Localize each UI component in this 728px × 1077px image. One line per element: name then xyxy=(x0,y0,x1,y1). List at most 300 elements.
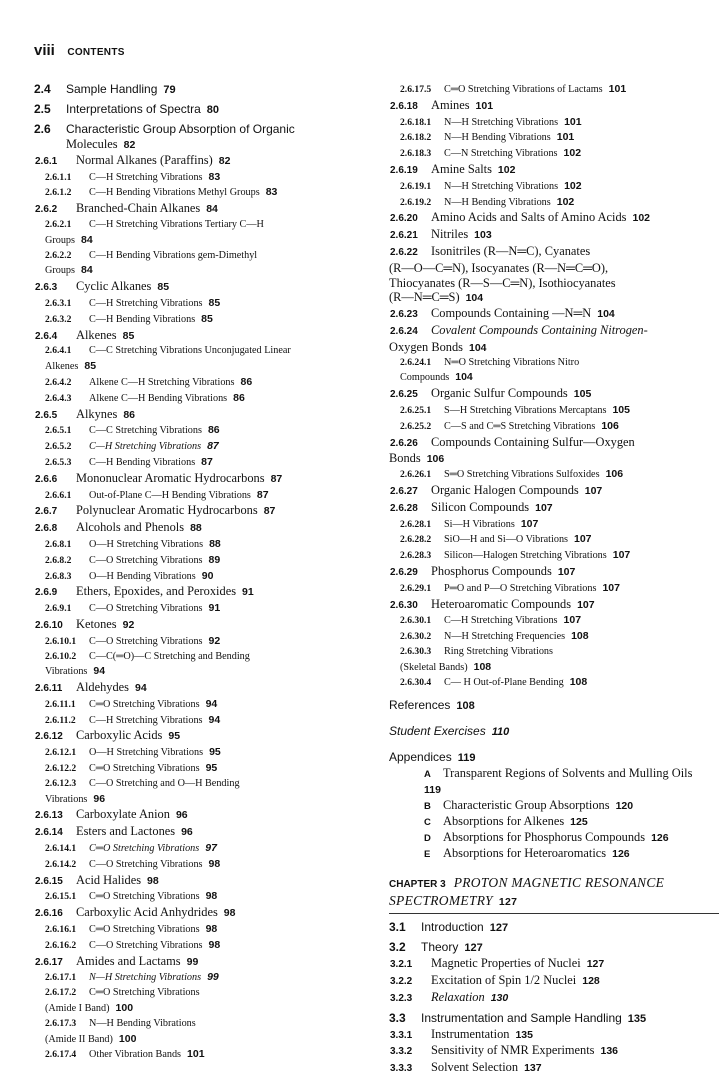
toc-entry-title: N—H Stretching Vibrations xyxy=(444,180,559,192)
toc-entry-page: 126 xyxy=(612,848,630,861)
appendix-list xyxy=(389,766,719,862)
toc-entry-title: S═O Stretching Vibrations Sulfoxides xyxy=(444,469,600,481)
toc-entry[interactable] xyxy=(389,356,719,371)
section-number: 2.6.30.3 xyxy=(400,645,432,657)
toc-entry-title: Silicon—Halogen Stretching Vibrations xyxy=(444,550,607,562)
toc-entry-page: 98 xyxy=(223,907,236,920)
toc-entry[interactable] xyxy=(389,227,719,244)
toc-entry-title: Interpretations of Spectra xyxy=(66,102,201,116)
toc-entry-title: Ethers, Epoxides, and Peroxides xyxy=(76,584,237,599)
toc-entry[interactable] xyxy=(34,1047,390,1063)
toc-entry-page: 108 xyxy=(456,700,475,713)
section-number: 2.6.11.1 xyxy=(45,698,76,710)
toc-entry[interactable] xyxy=(34,922,390,938)
section-number: 2.6.16.1 xyxy=(45,924,77,936)
toc-entry[interactable] xyxy=(34,938,390,954)
toc-entry-continuation[interactable] xyxy=(34,664,390,680)
toc-entry-page: 101 xyxy=(556,131,575,144)
toc-entry[interactable] xyxy=(389,435,719,452)
toc-entry-title: Alkene C—H Stretching Vibrations xyxy=(89,376,235,388)
toc-entry[interactable] xyxy=(34,553,390,569)
toc-entry[interactable] xyxy=(34,170,390,186)
toc-entry-page: 82 xyxy=(218,154,231,167)
toc-entry-title: Isonitriles (R—N═C), Cyanates xyxy=(431,243,591,258)
toc-entry[interactable] xyxy=(389,548,719,564)
section-number: 3.2.2 xyxy=(390,976,413,988)
toc-entry[interactable] xyxy=(34,617,390,634)
toc-entry-page: 106 xyxy=(601,419,619,432)
toc-entry-title: Compounds Containing —N═N xyxy=(431,306,592,321)
toc-entry-title: C—H Bending Vibrations gem-Dimethyl xyxy=(89,249,258,261)
toc-entry-page: 95 xyxy=(205,762,218,775)
toc-entry[interactable] xyxy=(34,601,390,617)
toc-entry[interactable] xyxy=(389,564,719,581)
toc-entry-title: Phosphorus Compounds xyxy=(431,563,552,578)
toc-entry[interactable] xyxy=(34,249,390,264)
toc-entry[interactable] xyxy=(34,102,390,118)
toc-entry-title: (R—O—C═N), Isocyanates (R—N═C═O), xyxy=(389,260,609,275)
toc-entry[interactable] xyxy=(34,857,390,873)
toc-entry-title: Absorptions for Alkenes xyxy=(443,814,565,829)
toc-entry-page: 101 xyxy=(608,83,627,95)
toc-entry-title: Vibrations xyxy=(45,666,88,678)
toc-entry-continuation[interactable] xyxy=(34,1032,390,1048)
toc-entry-page: 119 xyxy=(424,784,441,797)
section-number: 2.6.27 xyxy=(390,485,418,497)
toc-entry-title: Organic Sulfur Compounds xyxy=(431,386,568,401)
section-number: 2.6.11 xyxy=(35,683,63,695)
section-number: 2.6.26.1 xyxy=(400,469,432,481)
toc-entry[interactable] xyxy=(389,98,719,115)
toc-entry-continuation[interactable] xyxy=(389,340,719,356)
toc-entry-title: N—H Bending Vibrations xyxy=(444,196,551,208)
toc-entry-page: 88 xyxy=(190,522,202,535)
section-number: 2.6.10 xyxy=(35,619,63,631)
toc-entry[interactable] xyxy=(34,328,390,345)
toc-entry-page: 128 xyxy=(582,975,600,988)
section-number: 2.6.12.1 xyxy=(45,747,77,759)
toc-entry[interactable] xyxy=(389,115,719,131)
toc-entry-title: Acid Halides xyxy=(76,872,142,887)
toc-entry-page: 84 xyxy=(81,233,93,246)
appendix-entry[interactable] xyxy=(389,830,719,846)
toc-entry[interactable] xyxy=(389,386,719,403)
toc-entry[interactable] xyxy=(34,713,390,729)
section-number: 2.6.6.1 xyxy=(45,489,72,501)
toc-entry-continuation[interactable] xyxy=(34,1001,390,1017)
toc-entry[interactable] xyxy=(389,1011,719,1027)
section-number: 2.6.17.2 xyxy=(45,987,77,999)
toc-entry-page: 135 xyxy=(627,1012,647,1025)
section-number: 2.6.8.1 xyxy=(45,538,72,550)
toc-entry[interactable] xyxy=(389,162,719,179)
toc-entry[interactable] xyxy=(389,467,719,483)
toc-entry-title: Si—H Vibrations xyxy=(444,518,515,530)
toc-entry[interactable] xyxy=(34,471,390,488)
toc-entry[interactable] xyxy=(34,970,390,986)
section-number: 3.3 xyxy=(389,1010,406,1025)
toc-entry-title: Instrumentation xyxy=(431,1026,510,1041)
toc-entry-title: Amino Acids and Salts of Amino Acids xyxy=(431,210,627,225)
toc-entry[interactable] xyxy=(34,201,390,218)
toc-entry-page: 106 xyxy=(605,468,624,481)
toc-entry-title: (R—N═C═S) xyxy=(389,290,460,305)
toc-entry-title: Ketones xyxy=(76,616,117,631)
section-number: 2.6.18.3 xyxy=(400,148,432,160)
toc-entry[interactable] xyxy=(389,179,719,195)
toc-entry[interactable] xyxy=(34,455,390,471)
section-number: 2.6.4.3 xyxy=(45,392,72,404)
toc-entry[interactable] xyxy=(389,210,719,227)
section-number: 2.6.16 xyxy=(35,908,63,920)
toc-entry-page: 99 xyxy=(186,955,199,968)
toc-entry[interactable] xyxy=(34,954,390,971)
toc-entry-title: Sensitivity of NMR Experiments xyxy=(431,1043,595,1058)
toc-entry[interactable] xyxy=(34,584,390,601)
section-number: 2.6.15 xyxy=(35,875,63,887)
toc-entry-title: Theory xyxy=(421,940,459,955)
toc-entry-title: Instrumentation and Sample Handling xyxy=(421,1010,622,1025)
toc-entry[interactable] xyxy=(389,613,719,629)
toc-entry[interactable] xyxy=(34,680,390,697)
toc-entry-continuation[interactable] xyxy=(34,137,390,153)
section-number: 2.6.26 xyxy=(390,437,418,449)
page-header xyxy=(34,42,125,60)
toc-entry-page: 108 xyxy=(571,630,589,643)
toc-entry-title: Compounds xyxy=(400,372,450,384)
toc-entry-title: C—S and C═S Stretching Vibrations xyxy=(444,420,596,432)
toc-entry-page: 88 xyxy=(209,537,221,550)
toc-entry-page: 108 xyxy=(473,660,492,673)
toc-entry-page: 104 xyxy=(465,292,484,305)
toc-entry[interactable] xyxy=(34,697,390,713)
toc-entry-page: 92 xyxy=(208,634,221,647)
toc-entry[interactable] xyxy=(34,407,390,424)
section-number: 2.4 xyxy=(34,82,51,96)
toc-entry[interactable] xyxy=(34,279,390,296)
section-number: 3.3.2 xyxy=(390,1046,413,1058)
toc-entry-title: C—H Stretching Vibrations xyxy=(444,615,558,627)
toc-entry-title: Heteroaromatic Compounds xyxy=(431,596,572,611)
toc-entry[interactable] xyxy=(389,1027,719,1044)
toc-entry-title: O—H Stretching Vibrations xyxy=(89,747,204,759)
toc-entry-page: 125 xyxy=(570,816,588,829)
section-number: 2.6.28.3 xyxy=(400,550,432,562)
toc-entry-page: 82 xyxy=(123,139,136,151)
toc-entry-page: 85 xyxy=(208,296,221,309)
section-number: 2.6.22 xyxy=(390,246,418,258)
toc-entry-title: C—H Stretching Vibrations xyxy=(89,441,202,453)
toc-entry[interactable] xyxy=(389,675,719,691)
toc-entry-page: 85 xyxy=(201,312,213,325)
toc-entry[interactable] xyxy=(34,1017,390,1032)
toc-entry[interactable] xyxy=(389,306,719,323)
toc-entry[interactable] xyxy=(389,1043,719,1060)
toc-entry[interactable] xyxy=(34,873,390,890)
toc-entry[interactable] xyxy=(389,645,719,660)
toc-entry-continuation[interactable] xyxy=(389,660,719,676)
toc-entry-page: 98 xyxy=(208,857,221,870)
toc-entry[interactable] xyxy=(34,82,390,98)
toc-entry-title: Silicon Compounds xyxy=(431,499,530,514)
chapter-3-entries xyxy=(389,920,719,1077)
toc-entry[interactable] xyxy=(34,375,390,391)
toc-entry[interactable] xyxy=(389,629,719,645)
toc-entry-title: O—H Stretching Vibrations xyxy=(89,538,204,550)
toc-entry-page: 107 xyxy=(612,549,631,562)
toc-entry[interactable] xyxy=(389,244,719,261)
toc-entry-page: 86 xyxy=(240,375,253,388)
section-number: 2.6.1.2 xyxy=(45,187,72,199)
toc-entry-continuation[interactable] xyxy=(389,451,719,467)
toc-entry-page: 135 xyxy=(515,1028,533,1041)
toc-entry[interactable] xyxy=(34,986,390,1001)
toc-entry[interactable] xyxy=(389,403,719,419)
appendix-entry[interactable] xyxy=(389,782,719,798)
toc-entry-page: 83 xyxy=(208,170,221,183)
section-number: 2.6.4 xyxy=(35,330,58,342)
toc-entry[interactable] xyxy=(34,344,390,359)
section-number: 2.6.12.3 xyxy=(45,777,77,789)
section-number: 3.3.3 xyxy=(390,1063,413,1075)
toc-entry[interactable] xyxy=(34,296,390,312)
toc-entry-page: 91 xyxy=(242,586,254,599)
toc-entry-title: C— H Out-of-Plane Bending xyxy=(444,677,564,689)
toc-entry[interactable] xyxy=(389,500,719,517)
toc-entry-title: Carboxylate Anion xyxy=(76,807,170,822)
section-number: 2.6.7 xyxy=(35,506,58,518)
toc-entry[interactable] xyxy=(389,973,719,990)
toc-entry-title: C—C Stretching Vibrations Unconjugated Linear xyxy=(89,345,291,357)
toc-entry-continuation[interactable] xyxy=(34,359,390,375)
toc-entry-title: (Skeletal Bands) xyxy=(400,661,468,673)
toc-entry-page: 102 xyxy=(556,195,575,208)
toc-entry-title: Vibrations xyxy=(45,793,88,805)
toc-entry[interactable] xyxy=(34,439,390,455)
toc-entry-page: 97 xyxy=(205,842,217,855)
toc-entry[interactable] xyxy=(34,312,390,328)
toc-entry[interactable] xyxy=(389,1060,719,1077)
toc-entry[interactable] xyxy=(34,777,390,792)
toc-entry-title: Solvent Selection xyxy=(431,1060,519,1075)
toc-entry-page: 87 xyxy=(263,505,276,518)
toc-entry-continuation[interactable] xyxy=(389,370,719,386)
toc-entry-page: 98 xyxy=(205,923,218,936)
toc-entry[interactable] xyxy=(389,920,719,936)
toc-entry-title: C═O Stretching Vibrations xyxy=(89,698,200,710)
toc-entry[interactable] xyxy=(389,323,719,340)
toc-entry[interactable] xyxy=(34,185,390,201)
toc-entry-title: Appendices xyxy=(389,750,452,765)
section-number: 2.6.30.1 xyxy=(400,615,432,627)
toc-entry-page: 94 xyxy=(135,682,147,695)
toc-entry-page: 85 xyxy=(122,329,135,342)
appendix-letter: E xyxy=(424,849,431,861)
toc-entry[interactable] xyxy=(34,889,390,905)
toc-entry-title: Carboxylic Acids xyxy=(76,728,163,743)
toc-entry-page: 136 xyxy=(600,1045,619,1058)
toc-entry[interactable] xyxy=(34,391,390,407)
toc-entry[interactable] xyxy=(34,218,390,233)
section-number: 2.6.2.2 xyxy=(45,249,72,261)
toc-right-column xyxy=(389,82,719,1077)
chapter-heading[interactable] xyxy=(389,874,719,914)
toc-entry[interactable] xyxy=(34,503,390,520)
toc-entry-page: 85 xyxy=(84,360,97,373)
toc-entry-title: Alkenes xyxy=(45,361,79,373)
toc-entry[interactable] xyxy=(34,153,390,170)
toc-entry-title: C—C(═O)—C Stretching and Bending xyxy=(89,650,250,662)
toc-entry-continuation[interactable] xyxy=(389,261,719,276)
toc-entry-title: C—C Stretching Vibrations xyxy=(89,425,202,437)
toc-entry-page: 107 xyxy=(584,484,603,497)
section-number: 2.6.2.1 xyxy=(45,218,72,230)
toc-entry-title: C—O Stretching and O—H Bending xyxy=(89,777,240,789)
toc-entry-page: 119 xyxy=(457,752,476,765)
toc-entry-references[interactable] xyxy=(389,698,719,714)
toc-entry[interactable] xyxy=(34,520,390,537)
section-number: 2.6.10.1 xyxy=(45,635,77,647)
toc-entry-appendices[interactable] xyxy=(389,750,719,766)
toc-entry[interactable] xyxy=(389,517,719,533)
toc-entry-exercises[interactable] xyxy=(389,724,719,740)
toc-entry-page: 104 xyxy=(469,341,487,354)
toc-entry[interactable] xyxy=(34,634,390,650)
toc-entry[interactable] xyxy=(34,423,390,439)
section-number: 2.6.12 xyxy=(35,731,63,743)
toc-entry-page: 102 xyxy=(632,212,651,225)
toc-entry-continuation[interactable] xyxy=(34,792,390,808)
toc-entry-title: Magnetic Properties of Nuclei xyxy=(431,956,581,971)
section-number: 2.6.9.1 xyxy=(45,603,72,615)
appendix-letter: D xyxy=(424,833,431,845)
toc-left-column xyxy=(34,82,390,1063)
toc-entry[interactable] xyxy=(34,761,390,777)
toc-entry-page: 95 xyxy=(209,746,221,759)
toc-entry[interactable] xyxy=(389,146,719,162)
toc-entry-page: 104 xyxy=(597,308,615,321)
toc-entry-page: 91 xyxy=(208,602,221,615)
toc-entry-page: 98 xyxy=(208,938,221,951)
section-number: 2.6.25.2 xyxy=(400,420,432,432)
section-number: 3.1 xyxy=(389,920,406,935)
toc-entry[interactable] xyxy=(389,597,719,614)
toc-entry[interactable] xyxy=(389,195,719,211)
toc-entry-title: Transparent Regions of Solvents and Mulling Oils xyxy=(443,766,693,781)
appendix-entry[interactable] xyxy=(389,766,719,782)
toc-entry[interactable] xyxy=(34,824,390,841)
section-number: 2.6.25.1 xyxy=(400,404,432,416)
appendix-entry[interactable] xyxy=(389,798,719,814)
appendix-letter: A xyxy=(424,769,431,781)
appendix-entry[interactable] xyxy=(389,814,719,830)
toc-entry-title: Sample Handling xyxy=(66,82,158,96)
toc-entry-page: 96 xyxy=(175,809,188,822)
toc-entry-page: 100 xyxy=(118,1032,137,1045)
toc-entry-title: C—H Bending Vibrations xyxy=(89,313,196,325)
toc-entry-page: 106 xyxy=(426,453,445,466)
toc-entry[interactable] xyxy=(389,940,719,956)
toc-entry[interactable] xyxy=(34,488,390,504)
toc-entry-title: Normal Alkanes (Paraffins) xyxy=(76,152,213,167)
toc-entry-continuation[interactable] xyxy=(389,276,719,291)
toc-entry-title: Other Vibration Bands xyxy=(89,1049,182,1061)
section-number: 2.6.3 xyxy=(35,282,58,294)
section-number: 3.3.1 xyxy=(390,1029,413,1041)
section-number: 2.6.9 xyxy=(35,587,58,599)
toc-entry-title: C═O Stretching Vibrations xyxy=(89,924,200,936)
toc-right-entries xyxy=(389,82,719,691)
toc-entry-page: 86 xyxy=(233,391,245,404)
toc-entry[interactable] xyxy=(389,956,719,973)
toc-entry-title: (Amide II Band) xyxy=(45,1033,113,1045)
toc-entry-title: N—H Stretching Vibrations xyxy=(444,116,559,128)
toc-entry-page: 92 xyxy=(122,618,135,631)
toc-entry[interactable] xyxy=(389,532,719,548)
toc-entry-page: 87 xyxy=(207,440,219,453)
toc-entry-title: C—O Stretching Vibrations xyxy=(89,635,203,647)
section-number: 2.6.5.1 xyxy=(45,425,72,437)
toc-entry-title: C—H Stretching Vibrations xyxy=(89,171,203,183)
toc-entry[interactable] xyxy=(389,581,719,597)
toc-entry-page: 95 xyxy=(168,730,181,743)
toc-entry-page: 127 xyxy=(464,942,483,955)
toc-entry-continuation[interactable] xyxy=(34,233,390,249)
toc-entry-title: Esters and Lactones xyxy=(76,824,176,839)
toc-entry[interactable] xyxy=(389,130,719,146)
toc-entry-title: Amine Salts xyxy=(431,161,492,176)
toc-entry-page: 108 xyxy=(569,676,588,689)
section-number: 2.6.17.3 xyxy=(45,1017,77,1029)
toc-entry[interactable] xyxy=(34,728,390,745)
toc-entry[interactable] xyxy=(34,537,390,553)
toc-entry[interactable] xyxy=(34,841,390,857)
toc-entry-title: Thiocyanates (R—S—C═N), Isothiocyanates xyxy=(389,275,616,290)
section-number: 2.6.8.3 xyxy=(45,570,72,582)
toc-entry-title: N—H Bending Vibrations xyxy=(444,132,551,144)
toc-entry[interactable] xyxy=(389,990,719,1007)
toc-entry-title: N—H Stretching Vibrations xyxy=(89,972,202,984)
toc-entry[interactable] xyxy=(34,807,390,824)
toc-entry-continuation[interactable] xyxy=(34,263,390,279)
toc-entry[interactable] xyxy=(34,905,390,922)
appendix-entry[interactable] xyxy=(389,846,719,862)
section-number: 2.6.4.1 xyxy=(45,345,72,357)
chapter-page: 127 xyxy=(498,896,518,909)
section-number: 2.6.11.2 xyxy=(45,714,76,726)
toc-entry-title: Characteristic Group Absorptions xyxy=(443,798,610,813)
toc-entry-page: 100 xyxy=(115,1002,134,1015)
toc-entry[interactable] xyxy=(34,745,390,761)
toc-entry[interactable] xyxy=(34,122,390,137)
section-number: 3.2 xyxy=(389,940,406,955)
toc-entry[interactable] xyxy=(34,569,390,585)
toc-entry-continuation[interactable] xyxy=(389,290,719,306)
toc-entry[interactable] xyxy=(389,483,719,500)
section-number: 2.6.5.2 xyxy=(45,441,72,453)
toc-entry[interactable] xyxy=(389,82,719,98)
toc-entry-title: Molecules xyxy=(66,137,118,151)
toc-entry[interactable] xyxy=(389,419,719,435)
toc-entry-page: 105 xyxy=(612,403,630,416)
toc-entry-title: Cyclic Alkanes xyxy=(76,279,152,294)
toc-entry-title: C═O Stretching Vibrations xyxy=(89,891,200,903)
toc-entry-title: C—H Bending Vibrations Methyl Groups xyxy=(89,187,260,199)
section-number: 2.6.13 xyxy=(35,810,63,822)
toc-entry-title: C═O Stretching Vibrations xyxy=(89,763,200,775)
toc-entry-title: C—H Stretching Vibrations xyxy=(89,297,203,309)
toc-entry[interactable] xyxy=(34,650,390,665)
